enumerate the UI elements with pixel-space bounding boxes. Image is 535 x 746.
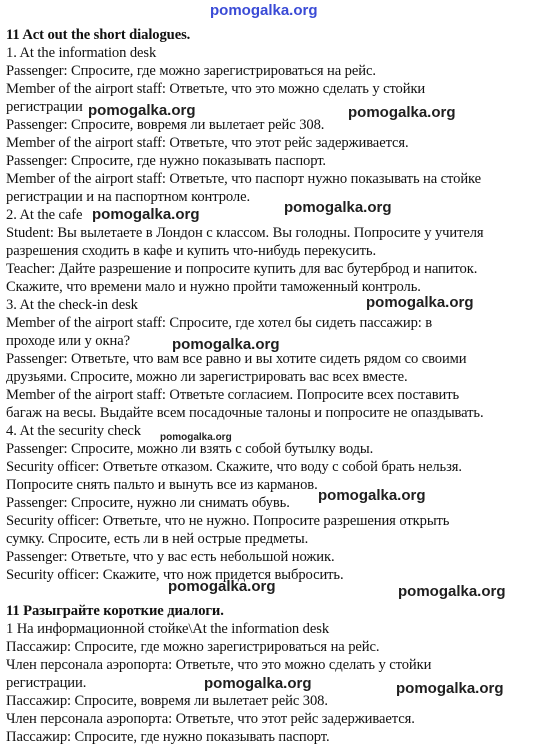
text-line: регистрации (6, 99, 83, 115)
text-line: Член персонала аэропорта: Ответьте, что этот рейс задерживается. (6, 711, 415, 727)
text-line: Passenger: Спросите, где можно зарегистрироваться на рейс. (6, 63, 376, 79)
watermark: pomogalka.org (210, 2, 318, 19)
text-line: Security officer: Скажите, что нож придется выбросить. (6, 567, 344, 583)
text-line: проходе или у окна? (6, 333, 130, 349)
section-heading-en: 11 Act out the short dialogues. (6, 27, 191, 43)
watermark: pomogalka.org (398, 583, 506, 600)
watermark: pomogalka.org (88, 102, 196, 119)
text-line: Член персонала аэропорта: Ответьте, что это можно сделать у стойки (6, 657, 432, 673)
text-line: Member of the airport staff: Ответьте, что паспорт нужно показывать на стойке (6, 171, 482, 187)
watermark: pomogalka.org (92, 206, 200, 223)
text-line: Passenger: Ответьте, что у вас есть небольшой ножик. (6, 549, 335, 565)
text-line: Member of the airport staff: Ответьте, что это можно сделать у стойки (6, 81, 426, 97)
text-line: Пассажир: Спросите, где нужно показывать паспорт. (6, 729, 330, 745)
text-line: Member of the airport staff: Спросите, где хотел бы сидеть пассажир: в (6, 315, 433, 331)
text-line: Security officer: Ответьте отказом. Скажите, что воду с собой брать нельзя. (6, 459, 462, 475)
watermark: pomogalka.org (396, 680, 504, 697)
subheading-security-check: 4. At the security check (6, 423, 141, 439)
text-line: Скажите, что времени мало и нужно пройти таможенный контроль. (6, 279, 421, 295)
section-heading-ru: 11 Разыграйте короткие диалоги. (6, 603, 224, 619)
watermark: pomogalka.org (348, 104, 456, 121)
text-line: багаж на весы. Выдайте всем посадочные талоны и попросите не опаздывать. (6, 405, 484, 421)
subheading-information-desk: 1. At the information desk (6, 45, 157, 61)
text-line: Passenger: Спросите, где нужно показывать паспорт. (6, 153, 326, 169)
text-line: разрешения сходить в кафе и купить что-нибудь перекусить. (6, 243, 377, 259)
text-line: Passenger: Ответьте, что вам все равно и вы хотите сидеть рядом со своими (6, 351, 467, 367)
text-line: регистрации и на паспортном контроле. (6, 189, 251, 205)
text-line: Попросите снять пальто и вынуть все из карманов. (6, 477, 318, 493)
subheading-cafe: 2. At the cafe (6, 207, 83, 223)
watermark: pomogalka.org (204, 675, 312, 692)
text-line: Пассажир: Спросите, где можно зарегистрироваться на рейс. (6, 639, 380, 655)
watermark: pomogalka.org (168, 578, 276, 595)
watermark: pomogalka.org (160, 432, 232, 443)
text-line: Member of the airport staff: Ответьте согласием. Попросите всех поставить (6, 387, 460, 403)
text-line: регистрации. (6, 675, 87, 691)
text-line: Teacher: Дайте разрешение и попросите купить для вас бутерброд и напиток. (6, 261, 478, 277)
watermark: pomogalka.org (318, 487, 426, 504)
text-line: Passenger: Спросите, вовремя ли вылетает рейс 308. (6, 117, 325, 133)
text-line: друзьями. Спросите, можно ли зарегистрировать вас всех вместе. (6, 369, 408, 385)
watermark: pomogalka.org (172, 336, 280, 353)
subheading-check-in-desk: 3. At the check-in desk (6, 297, 138, 313)
text-line: Passenger: Спросите, нужно ли снимать обувь. (6, 495, 290, 511)
text-line: Student: Вы вылетаете в Лондон с классом. Вы голодны. Попросите у учителя (6, 225, 484, 241)
text-line: Passenger: Спросите, можно ли взять с собой бутылку воды. (6, 441, 374, 457)
watermark: pomogalka.org (366, 294, 474, 311)
text-line: сумку. Спросите, есть ли в ней острые предметы. (6, 531, 309, 547)
watermark: pomogalka.org (284, 199, 392, 216)
text-line: Member of the airport staff: Ответьте, что этот рейс задерживается. (6, 135, 409, 151)
text-line: Security officer: Ответьте, что не нужно. Попросите разрешения открыть (6, 513, 450, 529)
subheading-information-desk-ru: 1 На информационной стойке\At the information desk (6, 621, 330, 637)
text-line: Пассажир: Спросите, вовремя ли вылетает рейс 308. (6, 693, 328, 709)
